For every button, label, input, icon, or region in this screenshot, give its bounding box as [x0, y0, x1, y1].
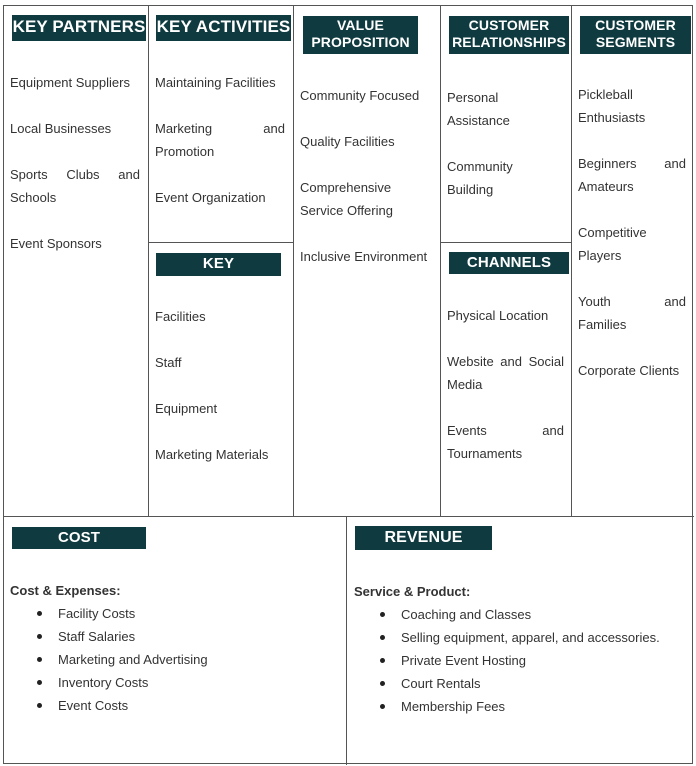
line: Comprehensive — [300, 180, 392, 195]
key-resources-header: KEY RESOURCES — [156, 253, 281, 276]
wrapped-line: Media — [447, 377, 483, 392]
list-item: Physical Location — [447, 308, 549, 323]
header-line: SEGMENTS — [595, 34, 676, 50]
channels-header: CHANNELS — [449, 252, 569, 274]
cost-structure-list — [58, 602, 338, 717]
list-item — [447, 350, 564, 396]
line: Service Offering — [300, 203, 393, 218]
list-item — [10, 163, 140, 209]
list-item — [578, 152, 686, 198]
list-item: Community Focused — [300, 88, 420, 103]
list-item: Equipment — [155, 401, 218, 416]
list-item: Local Businesses — [10, 121, 112, 136]
revenue-list — [401, 603, 691, 718]
line: Enthusiasts — [578, 110, 646, 125]
list-item: Equipment Suppliers — [10, 75, 130, 90]
list-item — [155, 117, 285, 163]
list-item: Membership Fees — [401, 695, 691, 718]
customer-segments-list — [578, 83, 686, 405]
list-item: Marketing Materials — [155, 447, 269, 462]
justified-line: Youth and — [578, 294, 686, 309]
key-activities-header: KEY ACTIVITIES — [156, 15, 291, 41]
list-item: Inventory Costs — [58, 671, 338, 694]
line: Community — [447, 159, 513, 174]
key-partners-header: KEY PARTNERS — [12, 15, 146, 41]
cost-structure-subtitle: Cost & Expenses: — [10, 583, 121, 598]
justified-line: Events and — [447, 423, 564, 438]
line: Personal — [447, 90, 499, 105]
value-proposition-list — [300, 84, 435, 291]
divider — [4, 516, 694, 517]
key-resources-list — [155, 305, 285, 489]
line: Pickleball — [578, 87, 633, 102]
list-item: Event Sponsors — [10, 236, 102, 251]
list-item: Staff Salaries — [58, 625, 338, 648]
key-activities-list — [155, 71, 285, 232]
channels-list — [447, 304, 564, 488]
justified-line: Sports Clubs and — [10, 167, 140, 182]
customer-segments-header — [580, 16, 691, 54]
list-item: Staff — [155, 355, 182, 370]
header-line: PROPOSITION — [311, 34, 410, 50]
wrapped-line: Schools — [10, 190, 57, 205]
list-item — [300, 176, 435, 222]
line: Players — [578, 248, 622, 263]
list-item: Quality Facilities — [300, 134, 395, 149]
divider — [571, 6, 572, 516]
list-item: Inclusive Environment — [300, 249, 428, 264]
line: Building — [447, 182, 494, 197]
divider — [148, 242, 293, 243]
line: Assistance — [447, 113, 510, 128]
line: Competitive — [578, 225, 647, 240]
list-item — [447, 155, 565, 201]
customer-relationships-list — [447, 86, 565, 224]
list-item — [578, 221, 686, 267]
divider — [346, 516, 347, 765]
header-line: CUSTOMER — [595, 17, 676, 33]
list-item: Private Event Hosting — [401, 649, 691, 672]
divider — [293, 6, 294, 516]
justified-line: Beginners and — [578, 156, 686, 171]
justified-line: Website and Social — [447, 354, 564, 369]
header-line: CUSTOMER — [468, 17, 550, 33]
divider — [440, 242, 571, 243]
list-item — [578, 83, 686, 129]
customer-relationships-header — [449, 16, 569, 54]
divider — [148, 6, 149, 516]
header-line: VALUE — [337, 17, 384, 33]
divider — [440, 6, 441, 516]
key-partners-list — [10, 71, 140, 278]
list-item — [447, 419, 564, 465]
header-line: RELATIONSHIPS — [452, 34, 566, 50]
list-item: Facility Costs — [58, 602, 338, 625]
list-item: Maintaining Facilities — [155, 75, 276, 90]
cost-structure-header: COST STRUCTURE — [12, 527, 146, 549]
justified-line: Marketing and — [155, 121, 285, 136]
list-item: Court Rentals — [401, 672, 691, 695]
list-item: Event Costs — [58, 694, 338, 717]
list-item: Selling equipment, apparel, and accessories. — [401, 626, 691, 649]
list-item — [578, 290, 686, 336]
revenue-subtitle: Service & Product: — [354, 584, 471, 599]
wrapped-line: Amateurs — [578, 179, 634, 194]
list-item: Marketing and Advertising — [58, 648, 338, 671]
wrapped-line: Promotion — [155, 144, 215, 159]
list-item: Facilities — [155, 309, 206, 324]
list-item: Coaching and Classes — [401, 603, 691, 626]
list-item: Event Organization — [155, 190, 266, 205]
value-proposition-header — [303, 16, 418, 54]
list-item: Corporate Clients — [578, 363, 680, 378]
revenue-header: REVENUE — [355, 526, 492, 550]
list-item — [447, 86, 565, 132]
wrapped-line: Tournaments — [447, 446, 523, 461]
wrapped-line: Families — [578, 317, 627, 332]
